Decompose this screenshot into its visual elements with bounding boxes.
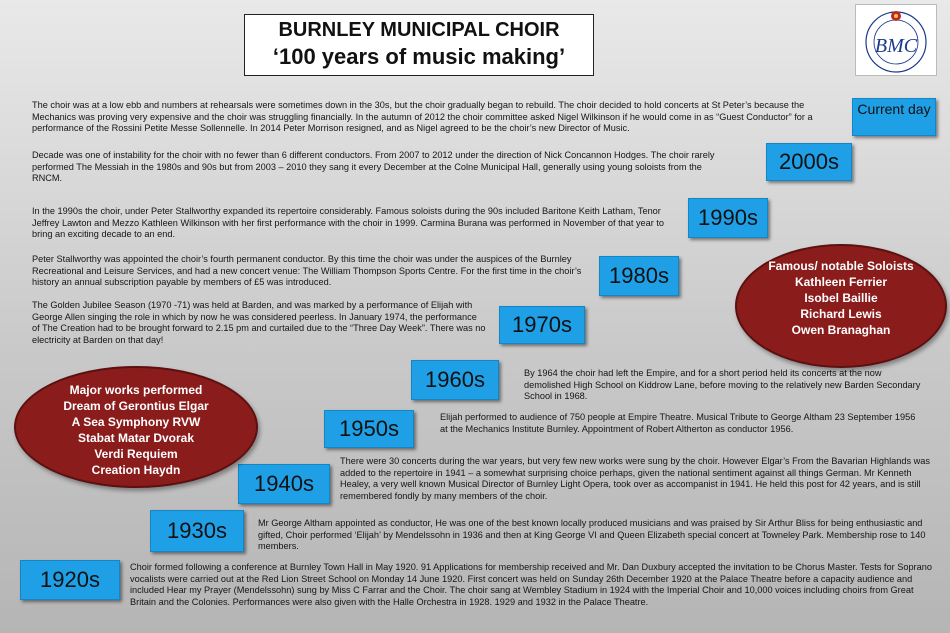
paragraph-1990s: In the 1990s the choir, under Peter Stallworthy expanded its repertoire considerably. Famous soloists during the 90s included Baritone Keith Latham, Tenor Jeffrey Lawton and Mezzo Kathleen Wilkinson with her first performance with the choir in 1999. Carmina Burana was performed in November of that year to bring an exciting decade to an end. — [32, 206, 665, 240]
paragraph-1940s: There were 30 concerts during the war years, but very few new works were sung by the choir. However Elgar’s From the Bavarian Highlands was added to the repertoire in 1941 – a somewhat surprising choice perhaps, given the national sentiment against all things German. Mr Kenneth Healey, a very well known Musical Director of Burnley Light Opera, took over as accompanist in 1941. He held this post for 42 years, and is still remembered fondly by many members of the choir. — [340, 456, 930, 501]
paragraph-2000s: Decade was one of instability for the choir with no fewer than 6 different conductors. From 2007 to 2012 under the direction of Nick Concannon Hodges. The choir rarely performed The Messiah in the 1980s and 90s but from 2003 – 2010 they sang it every December at the Colne Municipal Hall, generally using young soloists from the RNCM. — [32, 150, 715, 184]
choir-logo — [855, 4, 937, 76]
paragraph-1960s: By 1964 the choir had left the Empire, and for a short period held its concerts at the now demolished High School on Kiddrow Lane, before moving to the relatively new Barden Secondary School in 1968. — [524, 368, 921, 402]
work-item: Verdi Requiem — [94, 447, 178, 461]
soloists-oval — [735, 244, 947, 368]
logo-letters: BMC — [874, 35, 918, 57]
paragraph-1950s: Elijah performed to audience of 750 people at Empire Theatre. Musical Tribute to George Altham 23 September 1956 at the Mechanics Institute Burnley. Appointment of Robert Altherton as conductor 1956. — [440, 412, 916, 434]
paragraph-current-day: The choir was at a low ebb and numbers at rehearsals were sometimes down in the 30s, but the choir gradually began to rebuild. The choir decided to hold concerts at St Peter’s because the Mechanics was proving very expensive and the choir was struggling financially. In the autumn of 2012 the choir committee asked Nigel Wilkinson if he would come in as “Guest Conductor” for a performance of the Rossini Petite Messe Sollennelle. In 2014 Peter Morrison resigned, and as Nigel agreed to be the choir’s new Director of Music. — [32, 100, 813, 134]
paragraph-1930s: Mr George Altham appointed as conductor, He was one of the best known locally produced musicians and was praised by Sir Arthur Bliss for being enthusiastic and gifted, Choir performed ‘Elijah’ by Mendelssohn in 1936 and then at King George VI and Queen Elizabeth special concert at Towneley Park. Membership rose to 140 members. — [258, 518, 926, 552]
tag-1960s: 1960s — [411, 360, 499, 400]
tag-1990s: 1990s — [688, 198, 768, 238]
title-box — [244, 14, 594, 76]
paragraph-1970s: The Golden Jubilee Season (1970 -71) was held at Barden, and was marked by a performance of Elijah with George Allen singing the role in which by now he was considered peerless. In January 1974, the performance of The Creation had to be brought forward to 2.15 pm and curtailed due to the “Three Day Week”. There was no electricity at Barden on that day! — [32, 300, 486, 345]
soloist-item: Kathleen Ferrier — [794, 275, 888, 289]
paragraph-1920s: Choir formed following a conference at Burnley Town Hall in May 1920. 91 Applications for membership received and Mr. Dan Duxbury accepted the invitation to be Chorus Master. Tests for Soprano vocalists were carried out at the Red Lion Street School on Monday 14 June 1920. First concert was held on Sunday 26th December 1920 at the Palace Theatre before a capacity audience and included Hear my Prayer (Mendelssohn) sung by Miss C Farrar and the Choir. The choir sang at Wembley Stadium in 1924 with the Imperial Choir and 10,000 voices including choirs from Great Britain and the Colonies. Performances were also given with the Halle Orchestra in 1928. 1929 and 1932 in the Palace Theatre. — [130, 562, 932, 607]
work-item: A Sea Symphony RVW — [71, 415, 201, 429]
works-heading: Major works performed — [69, 383, 203, 397]
tag-1970s: 1970s — [499, 306, 585, 344]
tag-2000s: 2000s — [766, 143, 852, 181]
rose-icon — [891, 11, 901, 21]
work-item: Creation Haydn — [91, 463, 181, 477]
page-subtitle: ‘100 years of music making’ — [272, 44, 566, 69]
work-item: Dream of Gerontius Elgar — [63, 399, 209, 413]
tag-1940s: 1940s — [238, 464, 330, 504]
soloists-heading: Famous/ notable Soloists — [768, 259, 914, 273]
tag-1920s: 1920s — [20, 560, 120, 600]
tag-current-day: Current day — [852, 98, 936, 136]
tag-1980s: 1980s — [599, 256, 679, 296]
page-title: BURNLEY MUNICIPAL CHOIR — [278, 19, 560, 41]
works-oval — [14, 366, 258, 488]
tag-1930s: 1930s — [150, 510, 244, 552]
tag-1950s: 1950s — [324, 410, 414, 448]
work-item: Stabat Matar Dvorak — [77, 431, 195, 445]
paragraph-1980s: Peter Stallworthy was appointed the choir’s fourth permanent conductor. By this time the choir was under the auspices of the Burnley Recreational and Leisure Services, and had a new concert venue: The William Thompson Sports Centre. For the first time in the choir’s history an annual subscription payable by members of £5 was introduced. — [32, 254, 582, 288]
soloist-item: Richard Lewis — [800, 307, 882, 321]
soloist-item: Owen Branaghan — [791, 323, 891, 337]
soloist-item: Isobel Baillie — [804, 291, 878, 305]
